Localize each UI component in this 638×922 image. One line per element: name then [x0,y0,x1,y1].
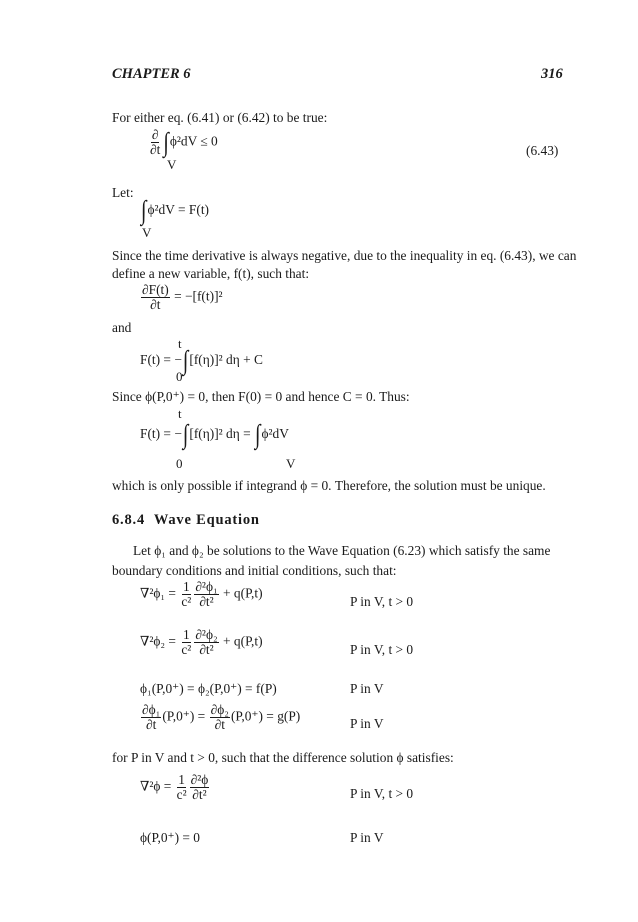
numerator: ∂ϕ₁ [142,702,161,717]
mid: (P,0⁺) = [162,708,206,724]
condition: P in V [350,830,384,845]
equation-Ft2 [140,419,289,450]
equation-wave-5 [140,773,210,802]
rhs: ϕ²dV [261,426,289,441]
integrand: ϕ²dV ≤ 0 [169,133,218,149]
lhs: ∇²ϕ₁ = [140,585,176,601]
let-expression: ϕ²dV = F(t) [147,202,210,217]
equation-6-43 [148,128,218,157]
denominator: c² [181,594,192,609]
denominator: ∂t² [192,787,207,802]
rhs: + q(P,t) [223,633,263,649]
chapter-heading: CHAPTER 6 [112,66,191,82]
paragraph-since-phi: Since ϕ(P,0⁺) = 0, then F(0) = 0 and hence C = 0. Thus: [112,389,410,404]
rhs: = −[f(t)]² [174,288,223,304]
paragraph-let-phi: Let ϕ₁ and ϕ₂ be solutions to the Wave Equation (6.23) which satisfy the same [133,543,551,558]
integral-lower-limit: 0 [176,456,183,471]
paragraph-either: For either eq. (6.41) or (6.42) to be true: [112,110,328,125]
integral-upper-limit: t [178,406,182,421]
integral-upper-limit: t [178,336,182,351]
numerator: ∂²ϕ [190,772,209,787]
integral-sign: ∫ [141,195,147,226]
equation-dFdt [140,283,223,312]
denominator: ∂t² [199,642,214,657]
denominator: c² [176,787,187,802]
mid: [f(η)]² dη = [189,426,251,441]
rhs: [f(η)]² dη + C [189,352,263,367]
equation-wave-3: ϕ₁(P,0⁺) = ϕ₂(P,0⁺) = f(P) [140,681,277,696]
denominator: ∂t [150,297,161,312]
equation-wave-2 [140,628,263,657]
integral-sign-2: ∫ [255,419,261,450]
equation-Ft [140,345,263,376]
numerator: ∂F(t) [142,282,169,297]
lhs: F(t) = − [140,426,182,441]
integral-sign: ∫ [163,127,169,158]
equation-let [140,195,210,226]
equation-wave-4 [140,703,300,732]
section-heading [112,512,260,529]
equation-wave-6: ϕ(P,0⁺) = 0 [140,830,200,845]
paragraph-for: for P in V and t > 0, such that the difference solution ϕ satisfies: [112,750,454,765]
numerator: 1 [182,627,190,642]
integral-lower-limit: V [167,157,177,172]
let-label: Let: [112,185,134,200]
lhs: ∇²ϕ = [140,778,172,794]
denominator: ∂t [146,717,157,732]
lhs: ∇²ϕ₂ = [140,633,176,649]
numerator: ∂²ϕ₁ [195,579,218,594]
rhs: + q(P,t) [223,585,263,601]
condition: P in V, t > 0 [350,594,414,609]
numerator: ∂²ϕ₂ [195,627,218,642]
section-number: 6.8.4 [112,512,145,528]
integral-sign: ∫ [182,345,189,376]
numerator: 1 [178,772,185,787]
condition: P in V [350,716,384,731]
denominator: ∂t² [199,594,214,609]
equation-number: (6.43) [526,143,559,158]
equation-wave-1 [140,580,263,609]
integral-sign: ∫ [182,419,189,450]
paragraph-since-1: Since the time derivative is always negative, due to the inequality in eq. (6.43), we can [112,248,577,263]
paragraph-boundary: boundary conditions and initial conditions, such that: [112,563,397,578]
rhs: (P,0⁺) = g(P) [230,708,301,724]
page-number: 316 [541,66,563,82]
integral-lower-limit: 0 [176,369,183,384]
section-title: Wave Equation [153,512,260,528]
partial-symbol: ∂ [151,127,159,142]
condition: P in V, t > 0 [350,642,414,657]
denominator: ∂t [214,717,225,732]
dt-symbol: ∂t [150,142,161,157]
and-label: and [112,320,132,335]
condition: P in V, t > 0 [350,786,414,801]
condition: P in V [350,681,384,696]
paragraph-which: which is only possible if integrand ϕ = 0. Therefore, the solution must be unique. [112,478,546,493]
numerator: 1 [182,579,190,594]
denominator: c² [181,642,192,657]
paragraph-since-2: define a new variable, f(t), such that: [112,266,310,281]
integral-lower-limit: V [142,225,152,240]
lhs: F(t) = − [140,352,182,367]
numerator: ∂ϕ₂ [210,702,229,717]
integral-lower-limit-2: V [286,456,296,471]
